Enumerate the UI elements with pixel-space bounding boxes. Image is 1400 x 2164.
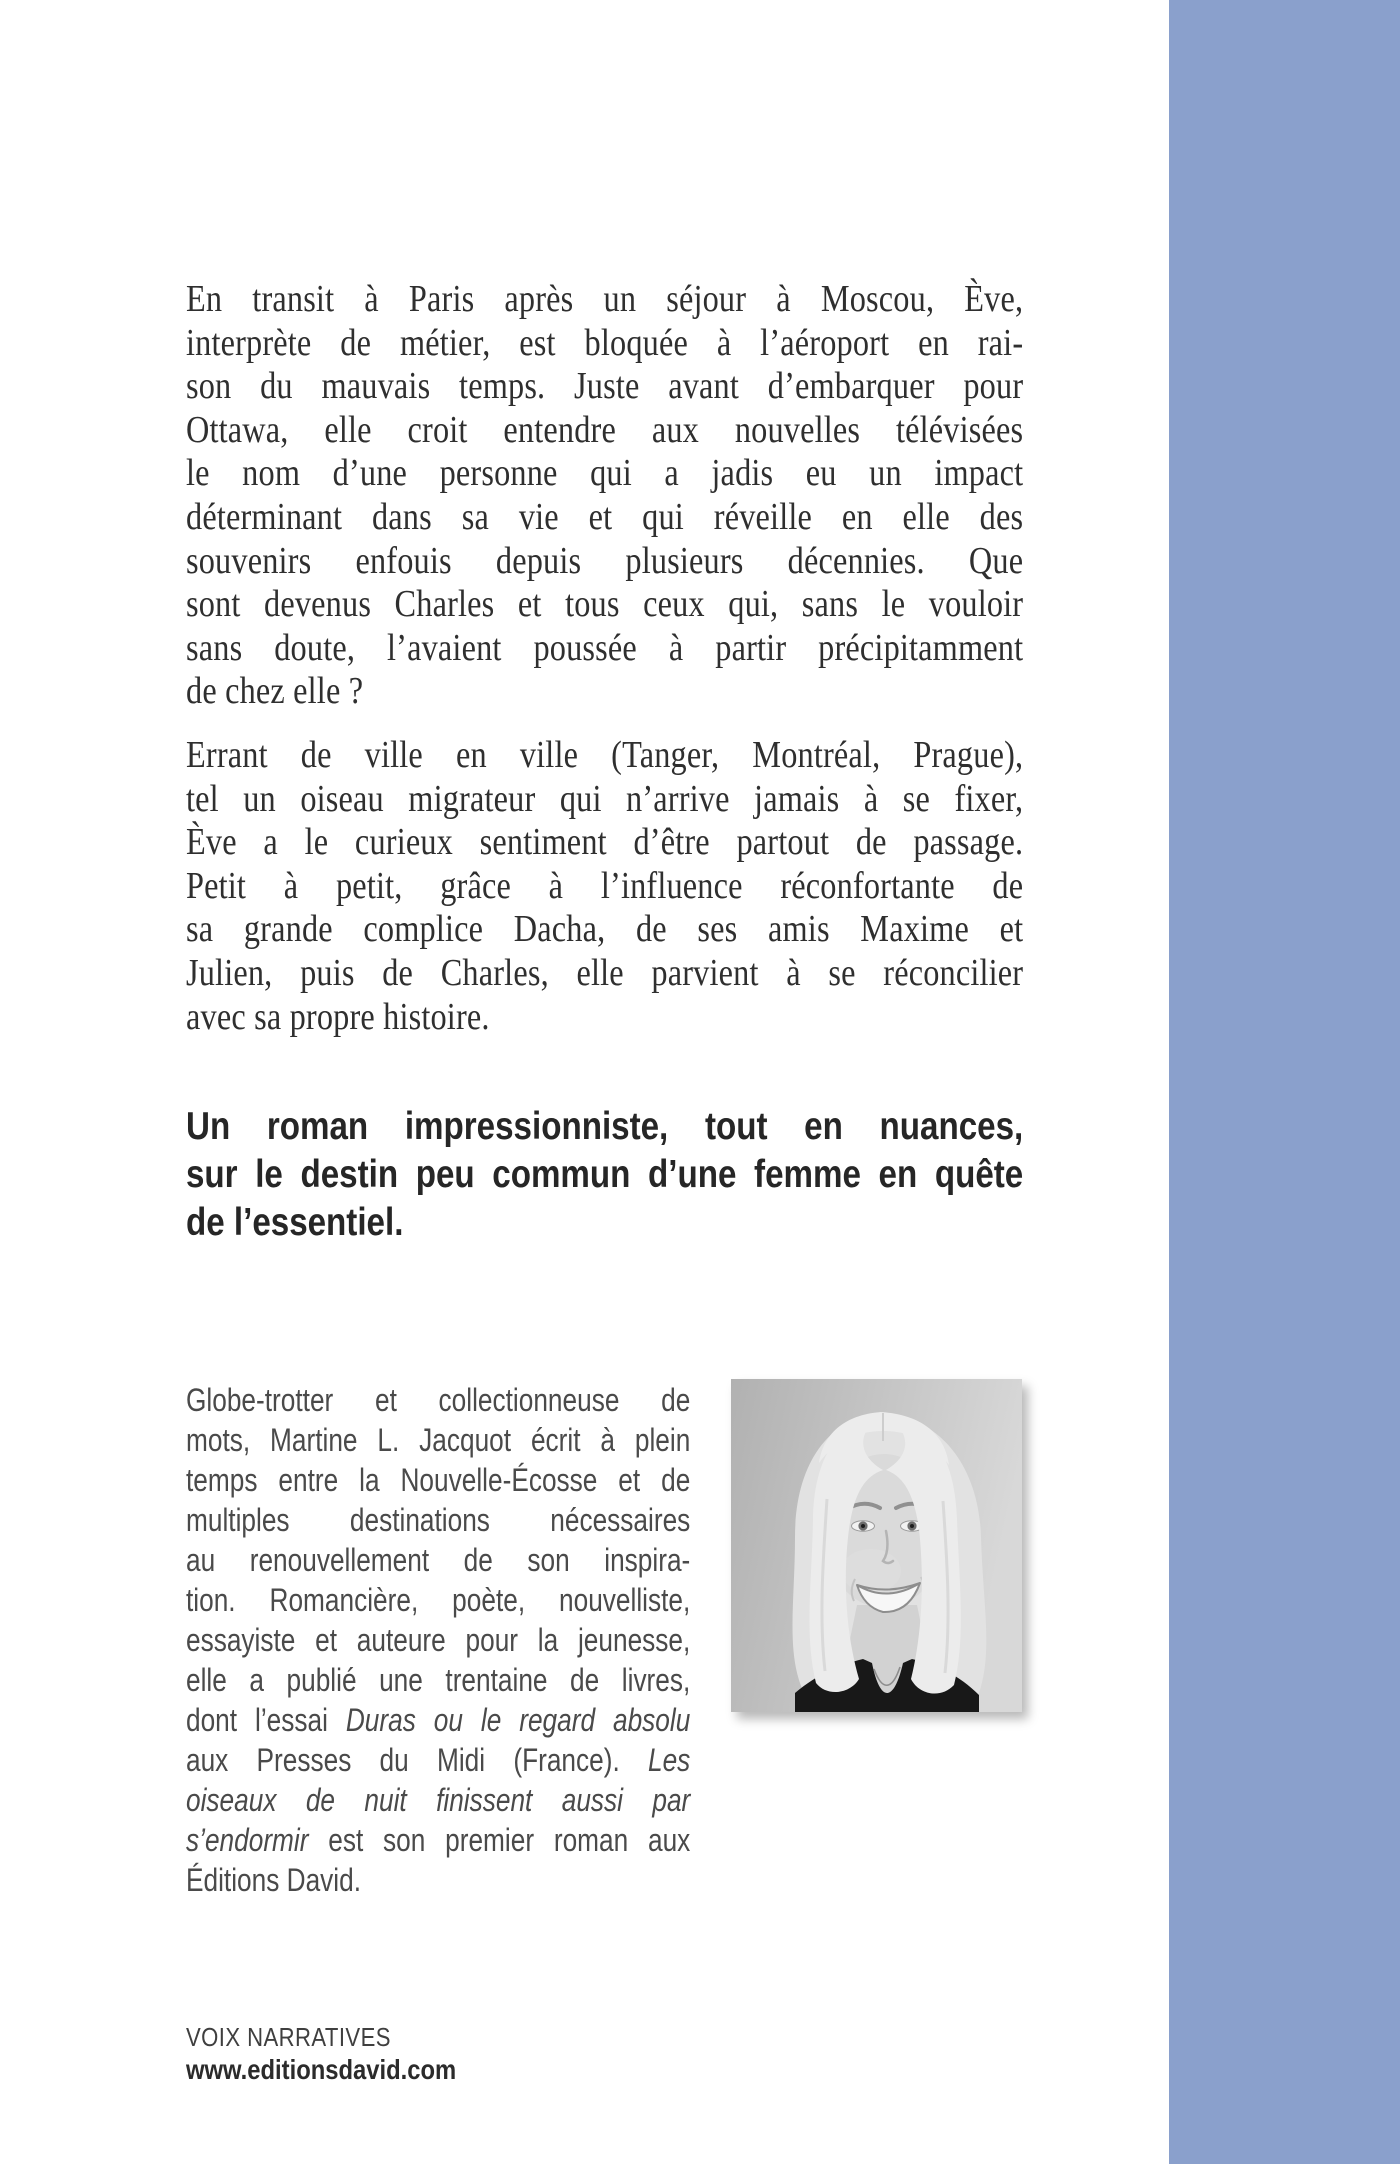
text-line: son du mauvais temps. Juste avant d’embarquer pour	[186, 365, 1024, 408]
text-line: interprète de métier, est bloquée à l’aéroport en rai-	[186, 321, 1024, 364]
text-line: sont devenus Charles et tous ceux qui, sans le vouloir	[186, 583, 1024, 626]
text-line: s’endormir est son premier roman aux	[186, 1822, 691, 1858]
text-line: de chez elle ?	[186, 670, 364, 713]
text-line: Errant de ville en ville (Tanger, Montréal, Prague),	[186, 734, 1024, 776]
accent-bar	[1169, 0, 1400, 2164]
synopsis-paragraph-1	[186, 278, 1023, 714]
text-line: dont l’essai Duras ou le regard absolu	[186, 1702, 691, 1738]
text-line: tel un oiseau migrateur qui n’arrive jamais à se fixer,	[186, 777, 1024, 820]
text-line: Ottawa, elle croit entendre aux nouvelles télévisées	[186, 408, 1024, 451]
text-line: souvenirs enfouis depuis plusieurs décennies. Que	[186, 539, 1024, 582]
author-bio	[186, 1380, 690, 1900]
text-line: Ève a le curieux sentiment d’être partout de passage.	[186, 821, 1024, 864]
text-line: mots, Martine L. Jacquot écrit à plein	[186, 1422, 691, 1458]
tagline	[186, 1103, 1023, 1247]
text-line: Un roman impressionniste, tout en nuances,	[186, 1105, 1024, 1148]
text-line: elle a publié une trentaine de livres,	[186, 1662, 691, 1698]
text-line: sur le destin peu commun d’une femme en quête	[186, 1153, 1024, 1196]
text-line: Globe-trotter et collectionneuse de	[186, 1382, 691, 1418]
text-line: Petit à petit, grâce à l’influence réconfortante de	[186, 864, 1024, 907]
synopsis-paragraph-2	[186, 734, 1023, 1039]
text-line: sa grande complice Dacha, de ses amis Maxime et	[186, 908, 1024, 951]
text-line: essayiste et auteure pour la jeunesse,	[186, 1622, 691, 1658]
text-line: temps entre la Nouvelle-Écosse et de	[186, 1462, 691, 1498]
text-line: En transit à Paris après un séjour à Moscou, Ève,	[186, 278, 1024, 320]
text-line: au renouvellement de son inspira-	[186, 1542, 691, 1578]
text-line: oiseaux de nuit finissent aussi par	[186, 1782, 691, 1818]
text-line: Julien, puis de Charles, elle parvient à se réconcilier	[186, 951, 1024, 994]
text-line: sans doute, l’avaient poussée à partir précipitamment	[186, 626, 1024, 669]
collection-name: VOIX NARRATIVES	[186, 2022, 391, 2052]
portrait-illustration	[731, 1379, 1022, 1712]
text-line: le nom d’une personne qui a jadis eu un impact	[186, 452, 1024, 495]
text-line: aux Presses du Midi (France). Les	[186, 1742, 691, 1778]
publisher-website: www.editionsdavid.com	[186, 2054, 457, 2085]
text-line: avec sa propre histoire.	[186, 995, 490, 1038]
text-line: multiples destinations nécessaires	[186, 1502, 691, 1538]
text-line: de l’essentiel.	[186, 1201, 404, 1244]
text-line: déterminant dans sa vie et qui réveille en elle des	[186, 495, 1024, 538]
text-line: Éditions David.	[186, 1862, 362, 1898]
author-portrait-photo	[731, 1379, 1022, 1712]
text-line: tion. Romancière, poète, nouvelliste,	[186, 1582, 691, 1618]
